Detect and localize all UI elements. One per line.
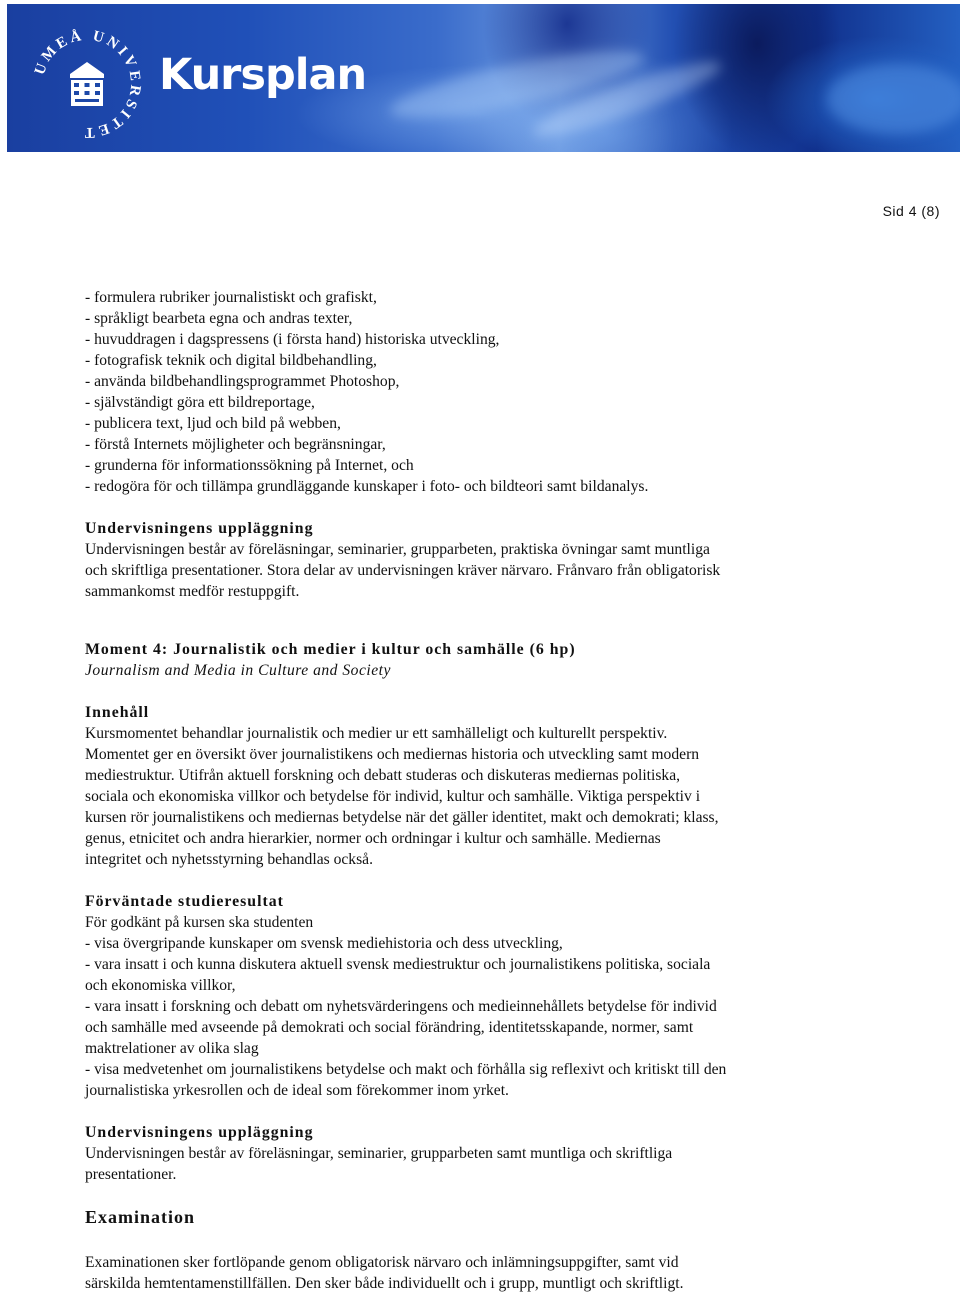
list-item: - redogöra för och tillämpa grundläggande kunskaper i foto- och bildteori samt bildanalys.	[85, 478, 649, 495]
header-banner	[7, 4, 960, 152]
spacer	[85, 1101, 885, 1122]
paragraph-line: Undervisningen består av föreläsningar, seminarier, grupparbeten samt muntliga och skriftliga	[85, 1145, 673, 1162]
paragraph-line: - visa övergripande kunskaper om svensk mediehistoria och dess utveckling,	[85, 935, 563, 952]
kursplan-logo-text: Kursplan	[159, 50, 367, 100]
paragraph-line: För godkänt på kursen ska studenten	[85, 914, 314, 931]
list-item: - förstå Internets möjligheter och begränsningar,	[85, 436, 386, 453]
paragraph-line: särskilda hemtentamenstillfällen. Den sker både individuellt och i grupp, muntligt och skriftligt.	[85, 1275, 684, 1292]
moment-subtitle: Journalism and Media in Culture and Society	[85, 662, 391, 679]
teaching-section-2	[85, 1122, 885, 1185]
moment-title: Moment 4: Journalistik och medier i kultur och samhälle (6 hp)	[85, 641, 576, 658]
learning-outcomes-list	[85, 287, 885, 497]
paragraph-line: sammankomst medför restuppgift.	[85, 583, 300, 600]
list-item: - formulera rubriker journalistiskt och grafiskt,	[85, 289, 377, 306]
paragraph-line: kursen rör journalistikens och mediernas betydelse när det gäller identitet, makt och demokrati; klass,	[85, 809, 719, 826]
paragraph-line: sociala och ekonomiska villkor och betydelse för individ, kultur och samhälle. Viktiga perspektiv i	[85, 788, 701, 805]
paragraph-line: Momentet ger en översikt över journalistikens och mediernas historia och utveckling samt modern	[85, 746, 700, 763]
paragraph-line: och ekonomiska villkor,	[85, 977, 236, 994]
paragraph-line: - vara insatt i forskning och debatt om nyhetsvärderingens och medieinnehållets betydelse för individ	[85, 998, 717, 1015]
list-item: - grunderna för informationssökning på Internet, och	[85, 457, 414, 474]
spacer	[85, 602, 885, 639]
section-heading: Undervisningens uppläggning	[85, 1124, 314, 1141]
teaching-section	[85, 518, 885, 602]
paragraph-line: - visa medvetenhet om journalistikens betydelse och makt och förhålla sig reflexivt och kritiskt till den	[85, 1061, 727, 1078]
university-seal-logo	[27, 24, 147, 144]
examination-section	[85, 1207, 885, 1294]
list-item: - använda bildbehandlingsprogrammet Photoshop,	[85, 373, 400, 390]
spacer	[85, 1185, 885, 1207]
list-item: - språkligt bearbeta egna och andras texter,	[85, 310, 353, 327]
paragraph-line: och skriftliga presentationer. Stora delar av undervisningen kräver närvaro. Frånvaro från obligatorisk	[85, 562, 721, 579]
outcomes-section	[85, 891, 885, 1101]
section-heading: Förväntade studieresultat	[85, 893, 284, 910]
document-body	[85, 287, 885, 1294]
section-heading: Examination	[85, 1207, 196, 1227]
section-heading: Innehåll	[85, 704, 150, 721]
svg-text:UMEÅ UNIVERSITET: UMEÅ UNIVERSITET	[31, 27, 144, 141]
spacer	[85, 1228, 885, 1252]
page-number: Sid 4 (8)	[882, 203, 940, 219]
paragraph-line: Undervisningen består av föreläsningar, seminarier, grupparbeten, praktiska övningar samt muntliga	[85, 541, 710, 558]
paragraph-line: journalistiska yrkesrollen och de ideal som förekommer inom yrket.	[85, 1082, 509, 1099]
content-section	[85, 702, 885, 870]
paragraph-line: och samhälle med avseende på demokrati och social förändring, identitetsskapande, normer, samt	[85, 1019, 694, 1036]
list-item: - huvuddragen i dagspressens (i första hand) historiska utveckling,	[85, 331, 500, 348]
spacer	[85, 497, 885, 518]
spacer	[85, 870, 885, 891]
list-item: - fotografisk teknik och digital bildbehandling,	[85, 352, 377, 369]
paragraph-line: Kursmomentet behandlar journalistik och medier ur ett samhälleligt och kulturellt perspektiv.	[85, 725, 668, 742]
list-item: - publicera text, ljud och bild på webben,	[85, 415, 341, 432]
moment-header	[85, 639, 885, 681]
paragraph-line: - vara insatt i och kunna diskutera aktuell svensk mediestruktur och journalistikens politiska, sociala	[85, 956, 711, 973]
paragraph-line: maktrelationer av olika slag	[85, 1040, 259, 1057]
paragraph-line: integritet och nyhetsstyrning behandlas också.	[85, 851, 373, 868]
paragraph-line: Examinationen sker fortlöpande genom obligatorisk närvaro och inlämningsuppgifter, samt vid	[85, 1254, 679, 1271]
paragraph-line: genus, etnicitet och andra hierarkier, normer och ordningar i kultur och samhälle. Mediernas	[85, 830, 661, 847]
list-item: - självständigt göra ett bildreportage,	[85, 394, 315, 411]
spacer	[85, 681, 885, 702]
aurora-streak	[827, 64, 960, 134]
paragraph-line: mediestruktur. Utifrån aktuell forskning och debatt studeras och diskuteras mediernas politiska,	[85, 767, 681, 784]
section-heading: Undervisningens uppläggning	[85, 520, 314, 537]
paragraph-line: presentationer.	[85, 1166, 177, 1183]
